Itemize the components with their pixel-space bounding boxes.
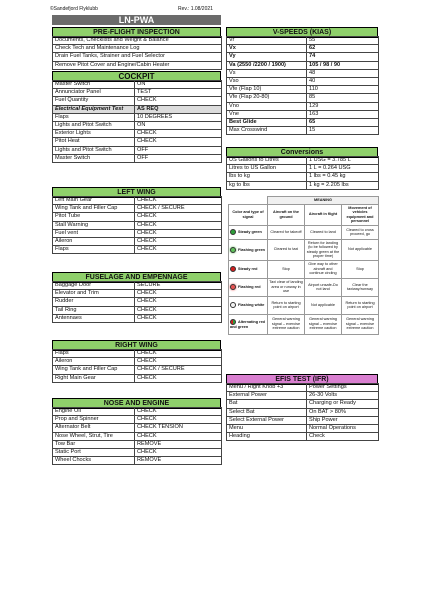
table-cell: Vfe (Flap 10) [227, 86, 307, 94]
table-cell: General warning signal – exercise extreme caution [305, 314, 342, 334]
preflight-table [52, 36, 222, 70]
table-cell: Prop and Spinner [53, 416, 135, 424]
table-row [53, 408, 222, 416]
table-cell [229, 260, 268, 278]
table-cell: CHECK [135, 138, 222, 146]
table-cell: On BAT > 80% [307, 408, 379, 416]
table-row [53, 130, 222, 138]
table-cell: ON [135, 81, 222, 89]
table-cell: CHECK [135, 221, 222, 229]
table-cell: Flaps [53, 350, 135, 358]
table-cell: Right Main Gear [53, 374, 135, 382]
table-row [227, 408, 379, 416]
table-cell: Cleared to cross proceed, go [342, 225, 379, 239]
table-cell: Give way to other aircraft and continue circling [305, 260, 342, 278]
table-row [229, 225, 379, 239]
light-signals-table [228, 196, 379, 335]
table-cell [229, 197, 268, 205]
table-row [53, 440, 222, 448]
table-cell: Electrical Equipment Test [53, 105, 135, 113]
table-cell: CHECK [135, 97, 222, 105]
table-cell: 1 L = 0.264 USG [307, 165, 379, 173]
table-cell: CHECK [135, 408, 222, 416]
table-cell: CHECK [135, 358, 222, 366]
table-cell: Engine Oil [53, 408, 135, 416]
table-row [227, 94, 379, 102]
table-cell: CHECK TENSION [135, 424, 222, 432]
table-row [53, 246, 222, 254]
table-row [53, 432, 222, 440]
table-cell: Vne [227, 110, 307, 118]
table-cell: Annunciator Panel [53, 89, 135, 97]
table-cell: 65 [307, 118, 379, 126]
table-row [229, 278, 379, 296]
table-cell: External Power [227, 392, 307, 400]
table-cell: Flaps [53, 246, 135, 254]
table-cell: US Gallons to Litres [227, 157, 307, 165]
table-row [53, 416, 222, 424]
table-cell: CHECK [135, 246, 222, 254]
table-cell: Bat [227, 400, 307, 408]
table-cell: Wheel Chocks [53, 457, 135, 465]
table-row [53, 53, 222, 61]
table-cell: Not applicable [305, 296, 342, 314]
table-row [53, 237, 222, 245]
table-row [227, 86, 379, 94]
table-row [53, 81, 222, 89]
table-cell: Vs [227, 69, 307, 77]
table-cell: CHECK [135, 298, 222, 306]
table-cell: CHECK [135, 237, 222, 245]
table-cell: Vy [227, 53, 307, 61]
table-row [53, 154, 222, 162]
table-cell [229, 278, 268, 296]
table-row [229, 239, 379, 260]
preflight-item: Check Tech and Maintenance Log [53, 45, 222, 53]
table-cell [229, 239, 268, 260]
table-cell: 1 USG = 3.785 L [307, 157, 379, 165]
nose-heading: NOSE AND ENGINE [52, 398, 221, 409]
table-cell: Select Bat [227, 408, 307, 416]
table-cell: Max Crosswind [227, 127, 307, 135]
table-cell: Not applicable [342, 239, 379, 260]
table-cell: Aircraft in flight [305, 204, 342, 225]
table-row [53, 314, 222, 322]
table-cell: 85 [307, 94, 379, 102]
table-cell [229, 314, 268, 334]
right-wing-heading: RIGHT WING [52, 340, 221, 351]
table-row [53, 121, 222, 129]
table-cell: Lights and Pitot Switch [53, 146, 135, 154]
table-cell: Stop [268, 260, 305, 278]
table-cell: Master Switch [53, 154, 135, 162]
table-cell: Baggage Door [53, 282, 135, 290]
table-row [227, 157, 379, 165]
table-row [53, 221, 222, 229]
table-cell: 74 [307, 53, 379, 61]
table-cell: CHECK [135, 374, 222, 382]
cockpit-heading: COCKPIT [52, 71, 221, 82]
table-row [227, 118, 379, 126]
table-cell: Tow Bar [53, 440, 135, 448]
flashing-white-light-icon [230, 302, 236, 308]
table-cell: REMOVE [135, 440, 222, 448]
table-cell: 62 [307, 45, 379, 53]
table-row [229, 314, 379, 334]
table-cell: CHECK [135, 197, 222, 205]
table-row [53, 424, 222, 432]
table-cell: General warning signal – exercise extreme caution [268, 314, 305, 334]
table-cell: Taxi clear of landing area or runway in use [268, 278, 305, 296]
table-cell: Vso [227, 77, 307, 85]
table-row [53, 298, 222, 306]
table-cell: Stop [342, 260, 379, 278]
table-row [53, 457, 222, 465]
table-cell: SECURE [135, 282, 222, 290]
table-cell: Return for landing (to be followed by steady green at the proper time) [305, 239, 342, 260]
table-cell: Airport unsafe-Do not land [305, 278, 342, 296]
table-cell: Flaps [53, 113, 135, 121]
table-row [53, 45, 222, 53]
table-cell: Best Glide [227, 118, 307, 126]
table-cell: Exterior Lights [53, 130, 135, 138]
table-cell: Left Main Gear [53, 197, 135, 205]
table-cell: Color and type of signal [229, 204, 268, 225]
table-cell: CHECK / SECURE [135, 366, 222, 374]
table-row [227, 61, 379, 69]
table-cell: Master Switch [53, 81, 135, 89]
table-cell: Elevator and Trim [53, 290, 135, 298]
text-label: Flashing white [238, 303, 265, 307]
table-cell: AS REQ [135, 105, 222, 113]
table-cell: 110 [307, 86, 379, 94]
table-cell: Antennaes [53, 314, 135, 322]
table-cell: 26-30 Volts [307, 392, 379, 400]
table-cell: REMOVE [135, 457, 222, 465]
table-row [53, 105, 222, 113]
table-cell: Alternator Belt [53, 424, 135, 432]
conversions-heading: Conversions [226, 147, 378, 158]
table-row [227, 165, 379, 173]
table-cell: 105 / 98 / 90 [307, 61, 379, 69]
table-cell: CHECK [135, 130, 222, 138]
vspeeds-heading: V-SPEEDS (KIAS) [226, 27, 378, 38]
table-cell [229, 296, 268, 314]
preflight-item: Documents, Checklists and Weight & Balance [53, 37, 222, 45]
table-cell: Charging or Ready [307, 400, 379, 408]
table-cell: 55 [307, 37, 379, 45]
table-row [227, 77, 379, 85]
table-cell: 1 lbs = 0.45 kg [307, 173, 379, 181]
table-cell: Static Port [53, 448, 135, 456]
table-cell: Ship Power [307, 416, 379, 424]
table-cell: Vno [227, 102, 307, 110]
table-cell: Movement of vehicles equipment and personnel [342, 204, 379, 225]
table-cell: CHECK [135, 229, 222, 237]
table-cell: Vr [227, 37, 307, 45]
table-cell: Select External Power [227, 416, 307, 424]
table-cell: 48 [307, 69, 379, 77]
table-cell: Power Settings [307, 384, 379, 392]
table-row [53, 37, 222, 45]
vspeeds-table [226, 36, 379, 135]
table-row [227, 102, 379, 110]
table-cell: General warning signal – exercise extreme caution [342, 314, 379, 334]
cockpit-table [52, 80, 222, 163]
table-cell: Tail Ring [53, 306, 135, 314]
table-cell: Aileron [53, 358, 135, 366]
table-row [53, 113, 222, 121]
table-cell: Nose Wheel, Strut, Tire [53, 432, 135, 440]
table-cell: Return to starting point on airport [268, 296, 305, 314]
table-row [227, 181, 379, 189]
steady-green-light-icon [230, 229, 236, 235]
table-cell: CHECK [135, 213, 222, 221]
table-cell: CHECK [135, 290, 222, 298]
steady-red-light-icon [230, 266, 236, 272]
preflight-item: Drain Fuel Tanks, Strainer and Fuel Selector [53, 53, 222, 61]
table-cell: Cleared for takeoff [268, 225, 305, 239]
table-cell: CHECK [135, 350, 222, 358]
table-row [227, 433, 379, 441]
table-row [53, 97, 222, 105]
nose-table [52, 407, 222, 465]
table-row [227, 37, 379, 45]
table-cell: kg to lbs [227, 181, 307, 189]
table-cell: Menu [227, 424, 307, 432]
table-cell: 10 DEGREES [135, 113, 222, 121]
efis-heading: EFIS TEST (IFR) [226, 374, 378, 385]
right-wing-table [52, 349, 222, 383]
preflight-heading: PRE-FLIGHT INSPECTION [52, 27, 221, 38]
flashing-green-light-icon [230, 247, 236, 253]
table-row [53, 374, 222, 382]
table-row [53, 290, 222, 298]
table-cell: OFF [135, 146, 222, 154]
fuselage-heading: FUSELAGE AND EMPENNAGE [52, 272, 221, 283]
table-row [53, 448, 222, 456]
table-cell: Cleared to taxi [268, 239, 305, 260]
table-cell: Vfe (Flap 20-80) [227, 94, 307, 102]
table-cell: Pitot Tube [53, 213, 135, 221]
table-cell: CHECK [135, 416, 222, 424]
table-cell: Wing Tank and Filler Cap [53, 205, 135, 213]
table-cell: CHECK [135, 306, 222, 314]
text-label: Flashing green [238, 247, 266, 252]
table-cell: Return to starting point on airport [342, 296, 379, 314]
table-cell: 15 [307, 127, 379, 135]
table-cell: 40 [307, 77, 379, 85]
table-row [53, 229, 222, 237]
table-row [53, 61, 222, 69]
table-cell: Lights and Pitot Switch [53, 121, 135, 129]
fuselage-table [52, 281, 222, 323]
table-row [227, 53, 379, 61]
table-row [53, 213, 222, 221]
table-row [53, 197, 222, 205]
text-label: Steady red [238, 267, 258, 271]
table-row [53, 205, 222, 213]
table-cell: ON [135, 121, 222, 129]
table-row [227, 416, 379, 424]
revision-label: Rev.: 1.08/2021 [178, 6, 213, 12]
text-label: Steady green [238, 230, 262, 234]
table-row [227, 45, 379, 53]
table-cell: CHECK [135, 314, 222, 322]
table-cell: Fuel Quantity [53, 97, 135, 105]
table-cell: 1 kg = 2.205 lbs [307, 181, 379, 189]
table-row [53, 282, 222, 290]
table-cell: 163 [307, 110, 379, 118]
table-row [229, 260, 379, 278]
table-row [229, 296, 379, 314]
left-wing-heading: LEFT WING [52, 187, 221, 198]
table-cell: Normal Operations [307, 424, 379, 432]
table-row [227, 69, 379, 77]
flashing-red-light-icon [230, 284, 236, 290]
table-row [53, 89, 222, 97]
table-cell: Rudder [53, 298, 135, 306]
table-cell: Heading [227, 433, 307, 441]
meaning-header: MEANING [268, 197, 379, 205]
table-cell [229, 225, 268, 239]
table-row [227, 127, 379, 135]
table-cell: TEST [135, 89, 222, 97]
table-row [229, 197, 379, 205]
table-row [227, 173, 379, 181]
table-cell: Check [307, 433, 379, 441]
table-row [227, 384, 379, 392]
table-row [227, 400, 379, 408]
table-cell: Menu / Right Knob +3 [227, 384, 307, 392]
table-cell: lbs to kg [227, 173, 307, 181]
conversions-table [226, 156, 379, 190]
table-cell: Aileron [53, 237, 135, 245]
table-row [53, 138, 222, 146]
table-cell: Stall Warning [53, 221, 135, 229]
preflight-item: Remove Pitot Cover and Engine/Cabin Heater [53, 61, 222, 69]
table-cell: 129 [307, 102, 379, 110]
table-cell: Wing Tank and Filler Cap [53, 366, 135, 374]
table-cell: OFF [135, 154, 222, 162]
table-cell: CHECK [135, 448, 222, 456]
table-cell: Aircraft on the ground [268, 204, 305, 225]
left-wing-table [52, 196, 222, 254]
org-label: ©Sandefjord Flyklubb [50, 6, 98, 12]
table-cell: CHECK / SECURE [135, 205, 222, 213]
table-cell: Litres to US Gallon [227, 165, 307, 173]
table-row [53, 366, 222, 374]
table-row [227, 424, 379, 432]
text-label: Flashing red [238, 285, 261, 289]
table-row [229, 204, 379, 225]
page-title: LN-PWA [52, 15, 221, 25]
table-row [53, 358, 222, 366]
table-row [53, 146, 222, 154]
table-cell: Pitot Heat [53, 138, 135, 146]
text-label: Alternating red and green [230, 319, 266, 329]
table-cell: CHECK [135, 432, 222, 440]
table-row [227, 110, 379, 118]
table-row [53, 306, 222, 314]
table-row [53, 350, 222, 358]
efis-table [226, 383, 379, 441]
table-cell: Vx [227, 45, 307, 53]
table-row [227, 392, 379, 400]
table-cell: Cleared to land [305, 225, 342, 239]
table-cell: Fuel vent [53, 229, 135, 237]
table-cell: Va (2550 /2200 / 1900) [227, 61, 307, 69]
table-cell: Clear the taxiway/runway [342, 278, 379, 296]
